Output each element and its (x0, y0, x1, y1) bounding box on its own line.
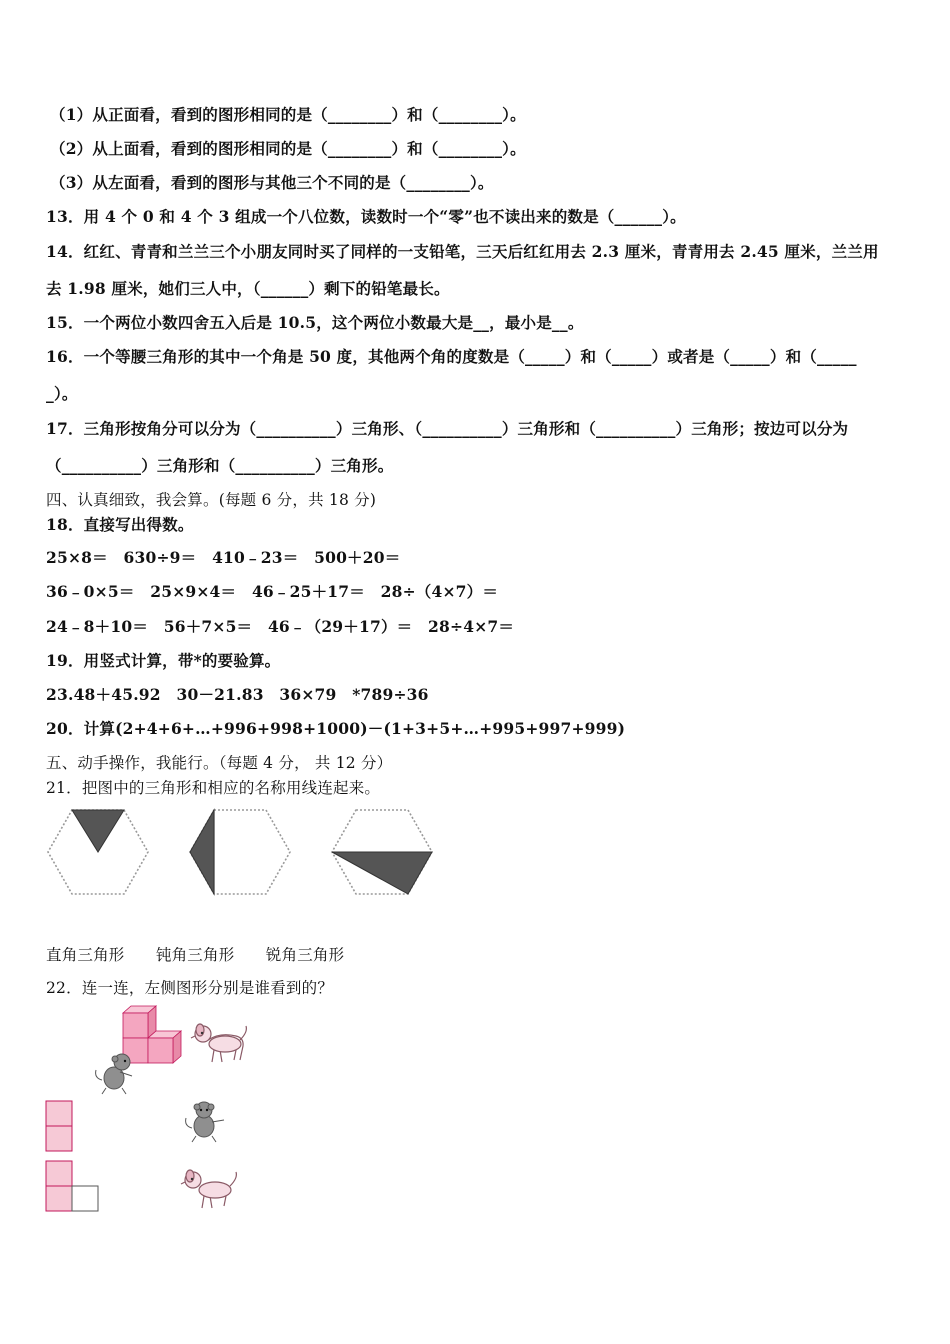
dog-icon (190, 1020, 250, 1064)
question-16-line1: 16．一个等腰三角形的其中一个角是 50 度，其他两个角的度数是（_____）和（_____）或者是（_____）和（_____ (46, 347, 857, 366)
q12-part3: （3）从左面看，看到的图形与其他三个不同的是（________）。 (50, 173, 494, 192)
question-19-row1: 23.48＋45.92 30－21.83 36×79 *789÷36 (46, 685, 429, 704)
hexagon-figure-2 (188, 808, 292, 896)
question-18-row3: 24﹣8＋10＝ 56＋7×5＝ 46﹣（29＋17）＝ 28÷4×7＝ (46, 617, 515, 636)
hexagon-figure-1 (46, 808, 150, 896)
question-18: 18．直接写出得数。 (46, 515, 194, 534)
hexagon-figure-3 (330, 808, 434, 896)
question-13: 13．用 4 个 0 和 4 个 3 组成一个八位数，读数时一个“零”也不读出来的数是（______）。 (46, 207, 686, 226)
view-l-shape (45, 1160, 101, 1214)
section-4-heading: 四、认真细致，我会算。(每题 6 分，共 18 分) (46, 491, 377, 509)
question-17-line1: 17．三角形按角分可以分为（__________）三角形、（__________）三角形和（__________）三角形；按边可以分为 (46, 419, 849, 438)
question-18-row2: 36﹣0×5＝ 25×9×4＝ 46﹣25＋17＝ 28÷（4×7）＝ (46, 582, 499, 601)
view-two-squares-vertical (45, 1100, 75, 1154)
q12-part1: （1）从正面看，看到的图形相同的是（________）和（________）。 (50, 105, 526, 124)
question-14-line2: 去 1.98 厘米，她们三人中，（______）剩下的铅笔最长。 (46, 279, 450, 298)
triangle-names: 直角三角形 钝角三角形 锐角三角形 (46, 946, 345, 964)
dog-icon-2 (180, 1166, 240, 1210)
monkey-icon (92, 1050, 138, 1096)
section-5-heading: 五、动手操作，我能行。（每题 4 分， 共 12 分） (46, 754, 393, 772)
question-22: 22．连一连，左侧图形分别是谁看到的？ (46, 979, 334, 997)
question-17-line2: （__________）三角形和（__________）三角形。 (46, 456, 394, 475)
question-19: 19．用竖式计算，带*的要验算。 (46, 651, 281, 670)
question-18-row1: 25×8＝ 630÷9＝ 410﹣23＝ 500＋20＝ (46, 548, 401, 567)
q12-part2: （2）从上面看，看到的图形相同的是（________）和（________）。 (50, 139, 526, 158)
question-20: 20．计算(2+4+6+…+996+998+1000)－(1+3+5+…+995+997+999) (46, 719, 626, 738)
question-14-line1: 14．红红、青青和兰兰三个小朋友同时买了同样的一支铅笔，三天后红红用去 2.3 厘米，青青用去 2.45 厘米，兰兰用 (46, 242, 879, 261)
question-15: 15．一个两位小数四舍五入后是 10.5，这个两位小数最大是__，最小是__。 (46, 313, 584, 332)
question-21: 21．把图中的三角形和相应的名称用线连起来。 (46, 779, 381, 797)
question-16-line2: _）。 (46, 384, 78, 403)
monkey-icon-2 (182, 1098, 228, 1144)
triangle-shaded-2 (190, 810, 214, 894)
